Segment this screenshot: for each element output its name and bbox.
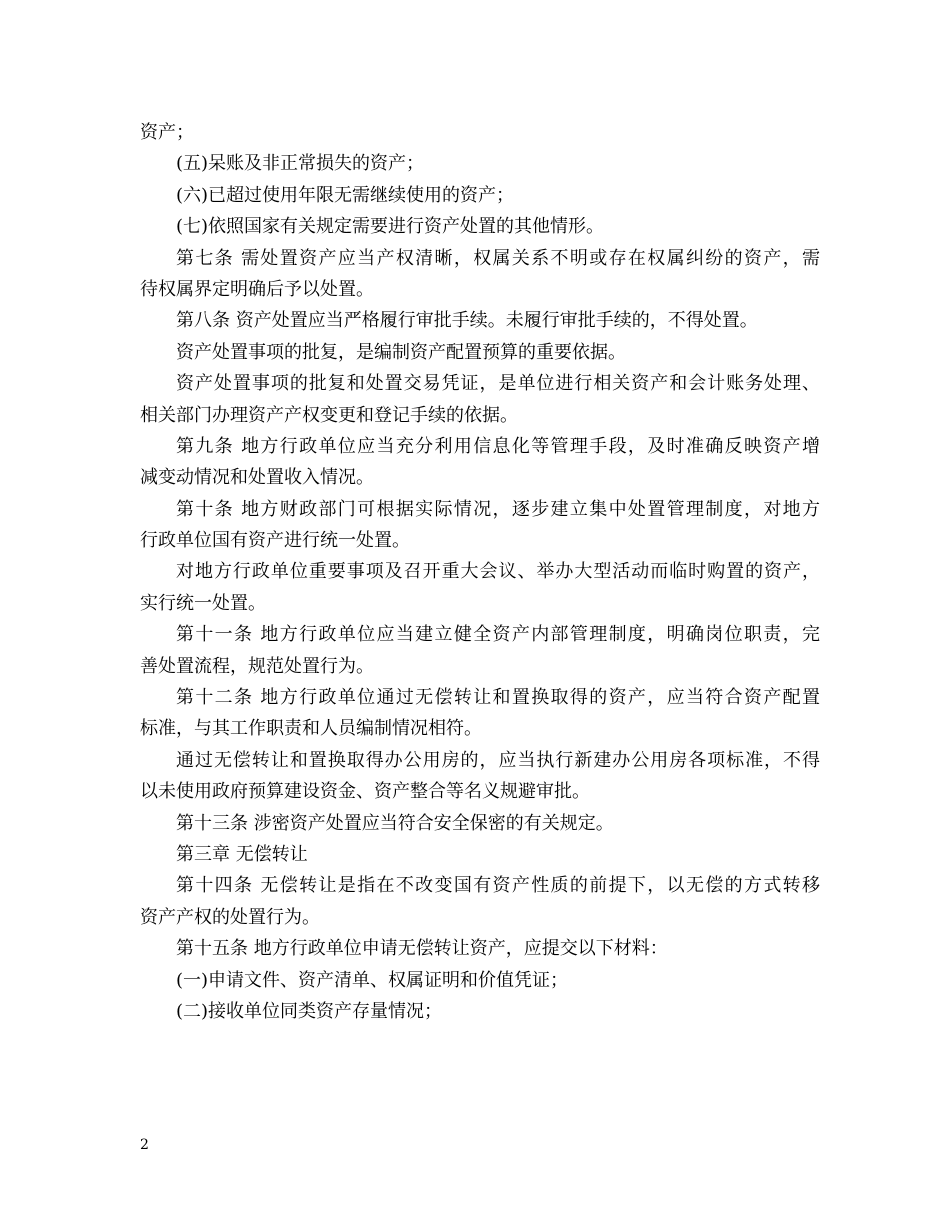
text-line: 第三章 无偿转让 <box>176 843 308 865</box>
text-line: (七)依照国家有关规定需要进行资产处置的其他情形。 <box>176 216 605 238</box>
text-line: 第十五条 地方行政单位申请无偿转让资产，应提交以下材料： <box>176 938 668 960</box>
text-line: 第十三条 涉密资产处置应当符合安全保密的有关规定。 <box>176 812 614 834</box>
text-line: 待权属界定明确后予以处置。 <box>140 278 374 300</box>
text-line: 第七条 需处置资产应当产权清晰，权属关系不明或存在权属纠纷的资产，需 <box>176 247 820 269</box>
text-line: 行政单位国有资产进行统一处置。 <box>140 530 410 552</box>
text-line: (五)呆账及非正常损失的资产； <box>176 153 425 175</box>
text-line: 第十四条 无偿转让是指在不改变国有资产性质的前提下，以无偿的方式转移 <box>176 875 820 897</box>
text-line: 第十二条 地方行政单位通过无偿转让和置换取得的资产，应当符合资产配置 <box>176 687 820 709</box>
text-line: 相关部门办理资产产权变更和登记手续的依据。 <box>140 404 518 426</box>
text-line: 减变动情况和处置收入情况。 <box>140 467 374 489</box>
text-line: 实行统一处置。 <box>140 592 266 614</box>
document-body <box>140 117 820 1027</box>
text-line: 标准，与其工作职责和人员编制情况相符。 <box>140 718 482 740</box>
text-line: 资产处置事项的批复，是编制资产配置预算的重要依据。 <box>176 341 626 363</box>
text-line: 对地方行政单位重要事项及召开重大会议、举办大型活动而临时购置的资产， <box>176 561 820 583</box>
text-line: (六)已超过使用年限无需继续使用的资产； <box>176 184 515 206</box>
text-line: 资产； <box>140 122 194 143</box>
text-line: 通过无偿转让和置换取得办公用房的，应当执行新建办公用房各项标准，不得 <box>176 749 820 771</box>
text-line: 第十一条 地方行政单位应当建立健全资产内部管理制度，明确岗位职责，完 <box>176 624 820 646</box>
text-line: 善处置流程，规范处置行为。 <box>140 655 374 677</box>
text-line: 资产处置事项的批复和处置交易凭证，是单位进行相关资产和会计账务处理、 <box>176 373 820 395</box>
text-line: 以未使用政府预算建设资金、资产整合等名义规避审批。 <box>140 781 590 803</box>
text-line: 资产产权的处置行为。 <box>140 906 320 928</box>
page-number: 2 <box>140 1137 149 1153</box>
text-line: 第十条 地方财政部门可根据实际情况，逐步建立集中处置管理制度，对地方 <box>176 498 820 520</box>
text-line: (一)申请文件、资产清单、权属证明和价值凭证； <box>176 969 569 991</box>
text-line: (二)接收单位同类资产存量情况； <box>176 1000 443 1022</box>
text-line: 第八条 资产处置应当严格履行审批手续。未履行审批手续的，不得处置。 <box>176 310 758 332</box>
text-line: 第九条 地方行政单位应当充分利用信息化等管理手段，及时准确反映资产增 <box>176 435 820 457</box>
